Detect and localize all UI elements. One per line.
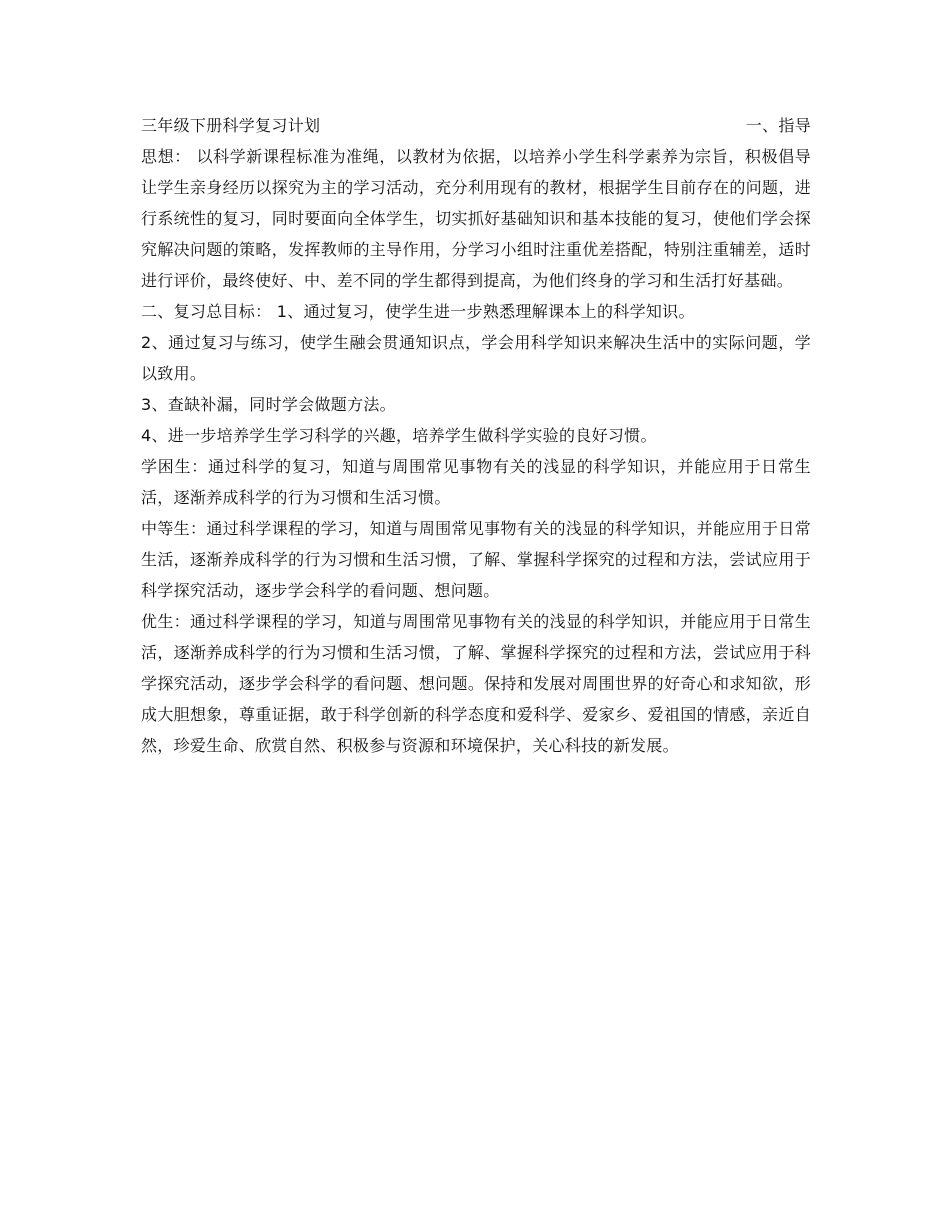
section-heading-guidance: 一、指导: [745, 116, 811, 135]
paragraph-guiding-thought: 思想： 以科学新课程标准为准绳，以教材为依据，以培养小学生科学素养为宗旨，积极倡导让学生亲身经历以探究为主的学习活动，充分利用现有的教材，根据学生目前存在的问题，进行系统性的复习，同时要面向全体学生，切实抓好基础知识和基本技能的复习，使他们学会探究解决问题的策略，发挥教师的主导作用，分学习小组时注重优差搭配，特别注重辅差，适时进行评价，最终使好、中、差不同的学生都得到提高，为他们终身的学习和生活打好基础。: [141, 147, 811, 290]
document-page: [141, 110, 811, 761]
title-line: [141, 110, 811, 141]
paragraph-goal-3: 3、查缺补漏，同时学会做题方法。: [141, 395, 396, 414]
paragraph-goal-4: 4、进一步培养学生学习科学的兴趣，培养学生做科学实验的良好习惯。: [141, 426, 657, 445]
paragraph-top-students: 优生：通过科学课程的学习，知道与周围常见事物有关的浅显的科学知识，并能应用于日常生活，逐渐养成科学的行为习惯和生活习惯，了解、掌握科学探究的过程和方法，尝试应用于科学探究活动，逐步学会科学的看问题、想问题。保持和发展对周围世界的好奇心和求知欲，形成大胆想象，尊重证据，敢于科学创新的科学态度和爱科学、爱家乡、爱祖国的情感，亲近自然，珍爱生命、欣赏自然、积极参与资源和环境保护，关心科技的新发展。: [141, 612, 811, 755]
paragraph-average-students: 中等生：通过科学课程的学习，知道与周围常见事物有关的浅显的科学知识，并能应用于日常生活，逐渐养成科学的行为习惯和生活习惯，了解、掌握科学探究的过程和方法，尝试应用于科学探究活动，逐步学会科学的看问题、想问题。: [141, 519, 811, 600]
paragraph-struggling-students: 学困生：通过科学的复习，知道与周围常见事物有关的浅显的科学知识，并能应用于日常生活，逐渐养成科学的行为习惯和生活习惯。: [141, 457, 811, 507]
document-title: 三年级下册科学复习计划: [141, 116, 321, 135]
paragraph-goal-2: 2、通过复习与练习，使学生融会贯通知识点，学会用科学知识来解决生活中的实际问题，学以致用。: [141, 333, 811, 383]
paragraph-overall-goal: 二、复习总目标： 1、通过复习，使学生进一步熟悉理解课本上的科学知识。: [141, 302, 695, 321]
